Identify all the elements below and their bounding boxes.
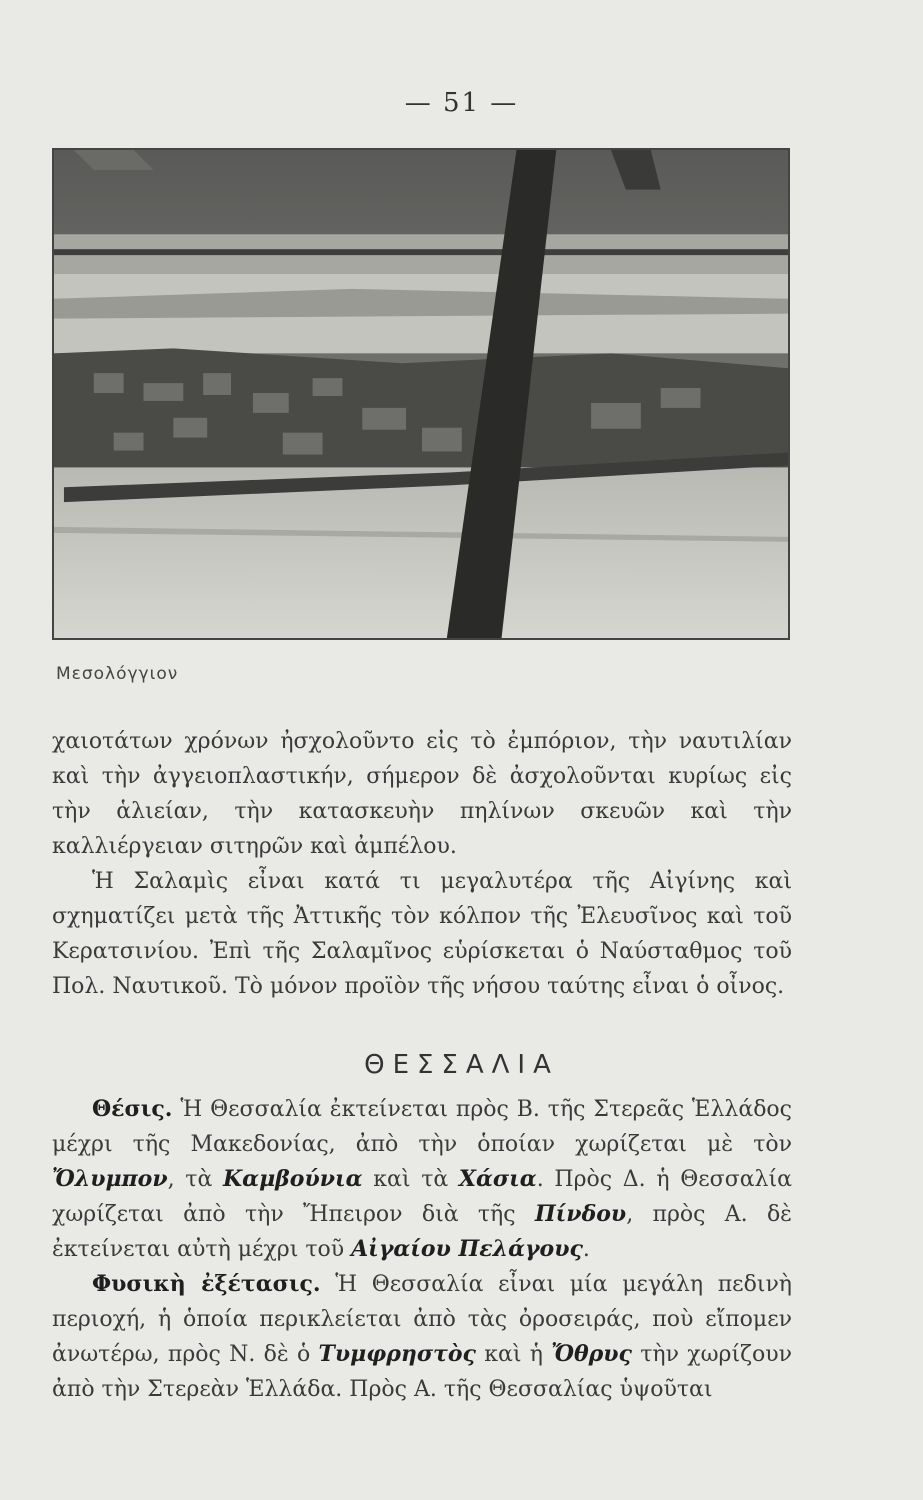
thesis-text-2: , τὰ [167,1167,224,1192]
body-text-top [52,724,792,1004]
thesis-heading: Θέσις. [92,1096,173,1122]
thesis-text-6: . [582,1237,590,1262]
place-olympus: Ὄλυμπον [52,1166,168,1192]
physical-text-2: καὶ ἡ [475,1342,552,1367]
page-number: — 51 — [404,88,519,118]
physical-text-1: Ἡ Θεσσαλία εἶναι μία μεγάλη πεδινὴ περιοχή, ἡ ὁποία περικλείεται ἀπὸ τὰς ὀροσειράς, ποὺ εἴπομεν ἀνωτέρω, πρὸς Ν. δὲ ὁ [52,1272,792,1367]
thesis-text-1: Ἡ Θεσσαλία ἐκτείνεται πρὸς Β. τῆς Στερεᾶς Ἑλλάδος μέχρι τῆς Μακεδονίας, ἀπὸ τὴν ὁποίαν χωρίζεται μὲ τὸν [52,1097,792,1157]
thesis-text-3: καὶ τὰ [362,1167,459,1192]
place-aegean-sea: Αἰγαίου Πελάγους [351,1236,583,1262]
place-tymfristos: Τυμφρηστὸς [318,1341,476,1367]
paragraph-physical [52,1267,792,1407]
aerial-photo-image [54,150,788,638]
thesis-text-4: . Πρὸς Δ. ἡ Θεσσαλία χωρίζεται ἀπὸ τὴν Ἤπειρον διὰ τῆς [52,1167,792,1227]
place-othrys: Ὄθρυς [551,1341,632,1367]
body-text-thessaly [52,1092,792,1407]
place-kamvounia: Καμβούνια [223,1166,363,1192]
paragraph-trade: χαιοτάτων χρόνων ἠσχολοῦντο εἰς τὸ ἐμπόριον, τὴν ναυτιλίαν καὶ τὴν ἀγγειοπλαστικήν, σήμερον δὲ ἀσχολοῦνται κυρίως εἰς τὴν ἁλιείαν, τὴν κατασκευὴν πηλίνων σκευῶν καὶ τὴν καλλιέργειαν σιτηρῶν καὶ ἀμπέλου. [52,729,792,859]
place-chasia: Χάσια [458,1166,537,1192]
place-pindos: Πίνδου [534,1201,627,1227]
section-title: ΘΕΣΣΑΛΙΑ [364,1050,559,1080]
physical-heading: Φυσικὴ ἐξέτασις. [92,1271,321,1297]
photo-caption: Μεσολόγγιον [56,664,179,684]
paragraph-salamis: Ἡ Σαλαμὶς εἶναι κατά τι μεγαλυτέρα τῆς Αἰγίνης καὶ σχηματίζει μετὰ τῆς Ἀττικῆς τὸν κόλπον τῆς Ἐλευσῖνος καὶ τοῦ Κερατσινίου. Ἐπὶ τῆς Σαλαμῖνος εὑρίσκεται ὁ Ναύσταθμος τοῦ Πολ. Ναυτικοῦ. Τὸ μόνον προϊὸν τῆς νήσου ταύτης εἶναι ὁ οἶνος. [52,869,792,999]
thesis-text-5: , πρὸς Α. δὲ ἐκτείνεται αὐτὴ μέχρι τοῦ [52,1202,792,1262]
aerial-photo-mesolongi [52,148,790,640]
paragraph-thesis [52,1092,792,1267]
physical-text-3: τὴν χωρίζουν ἀπὸ τὴν Στερεὰν Ἑλλάδα. Πρὸς Α. τῆς Θεσσαλίας ὑψοῦται [52,1342,792,1402]
